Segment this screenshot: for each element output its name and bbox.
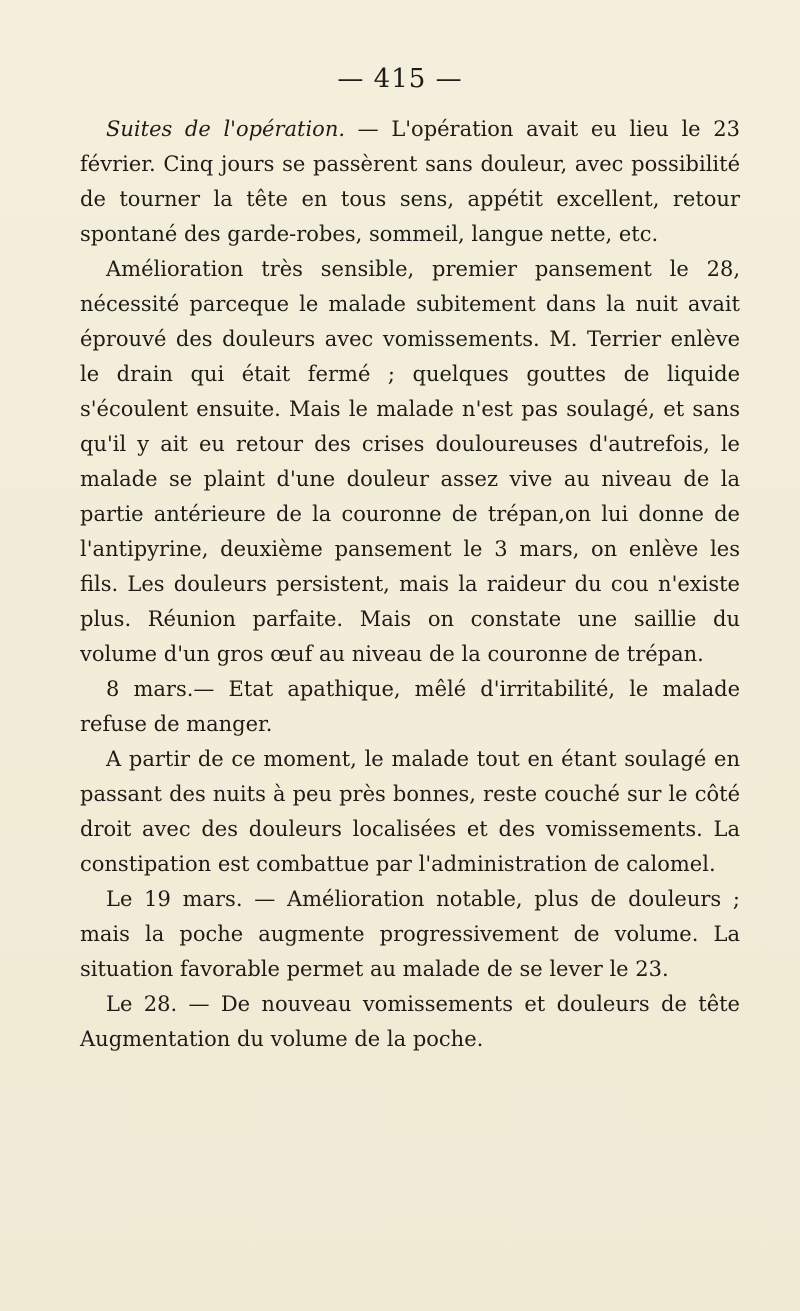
- paragraph-text: — L'opération avait eu lieu le 23 février. Cinq jours se passèrent sans douleur, avec possibilité de tourner la tête en tous sens, appétit excellent, retour spontané des garde-robes, sommeil, langue nette, etc.: [80, 117, 740, 246]
- paragraph-amelioration: Amélioration très sensible, premier pansement le 28, nécessité parceque le malade subitement dans la nuit avait éprouvé des douleurs avec vomissements. M. Terrier enlève le drain qui était fermé ; quelques gouttes de liquide s'écoulent ensuite. Mais le malade n'est pas soulagé, et sans qu'il y ait eu retour des crises douloureuses d'autrefois, le malade se plaint d'une douleur assez vive au niveau de la partie antérieure de la couronne de trépan,on lui donne de l'antipyrine, deuxième pansement le 3 mars, on enlève les fils. Les douleurs persistent, mais la raideur du cou n'existe plus. Réunion parfaite. Mais on constate une saillie du volume d'un gros œuf au niveau de la couronne de trépan.: [80, 257, 740, 666]
- paragraph-19-mars: Le 19 mars. — Amélioration notable, plus de douleurs ; mais la poche augmente progressivement de volume. La situation favorable permet au malade de se lever le 23.: [80, 887, 740, 981]
- page-number: — 415 —: [337, 64, 463, 94]
- body-text: [80, 112, 740, 1057]
- paragraph-suites: [80, 112, 740, 252]
- section-heading: Suites de l'opération.: [106, 117, 346, 141]
- paragraph-28: Le 28. — De nouveau vomissements et douleurs de tête Augmentation du volume de la poche.: [80, 992, 740, 1051]
- paragraph-8-mars: 8 mars.— Etat apathique, mêlé d'irritabilité, le malade refuse de manger.: [80, 677, 740, 736]
- paragraph-a-partir: A partir de ce moment, le malade tout en étant soulagé en passant des nuits à peu près bonnes, reste couché sur le côté droit avec des douleurs localisées et des vomissements. La constipation est combattue par l'administration de calomel.: [80, 747, 740, 876]
